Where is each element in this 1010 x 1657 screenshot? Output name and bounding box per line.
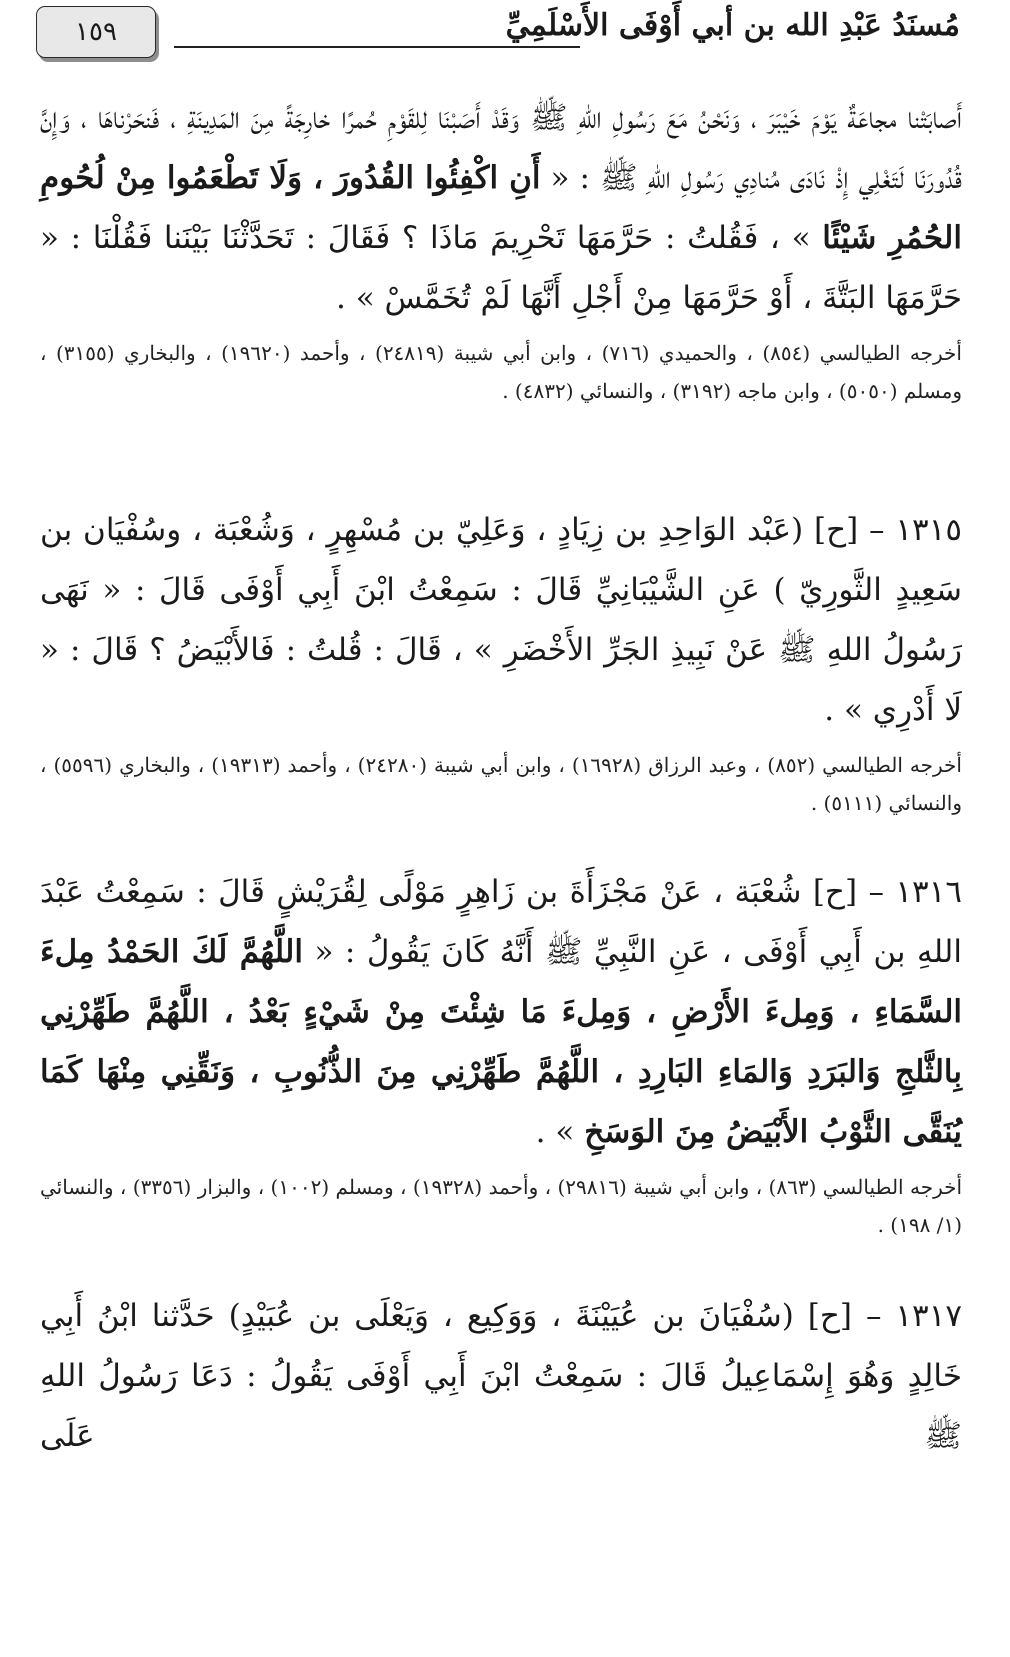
- text-segment: ١٣١٥ – [ح] (عَبْد الوَاحِدِ بن زِيَادٍ ، وَعَلِيّ بن مُسْهِرٍ ، وَشُعْبَة ، وسُفْيَان بن سَعِيدٍ الثَّورِيّ ) عَنِ الشَّيْبَانِيِّ قَالَ : سَمِعْتُ ابْنَ أَبِي أَوْفَى قَالَ : « نَهَى رَسُولُ اللهِ ﷺ عَنْ نَبِيذِ الجَرِّ الأَخْضَرِ » ، قَالَ : قُلتُ : فَالأَبْيَضُ ؟ قَالَ : « لَا أَدْرِي » .: [40, 512, 962, 728]
- text-segment: ١٣١٧ – [ح] (سُفْيَانَ بن عُيَيْنَةَ ، وَوَكِيع ، وَيَعْلَى بن عُبَيْدٍ) حَدَّثنا ابْنُ أَبِي خَالِدٍ وَهُوَ إِسْمَاعِيلُ قَالَ : سَمِعْتُ ابْنَ أَبِي أَوْفَى يَقُولُ : دَعَا رَسُولُ اللهِ ﷺ عَلَى: [40, 1298, 962, 1454]
- text-segment: » .: [535, 1114, 585, 1150]
- text-segment: ١٣١٦ – [ح] شُعْبَة ، عَنْ مَجْزَأَةَ بن زَاهِرٍ مَوْلًى لِقُرَيْشٍ قَالَ : سَمِعْتُ عَبْدَ اللهِ بن أَبِي أَوْفَى ، عَنِ النَّبِيِّ ﷺ أَنَّهُ كَانَ يَقُولُ : «: [40, 874, 962, 970]
- text-segment-bold: أَنِ اكْفِئُوا القُدُورَ ، وَلَا تَطْعَمُوا مِنْ لُحُومِ الحُمُرِ شَيْئًا: [40, 160, 962, 256]
- takhrij-note: أخرجه الطيالسي (٨٥٢) ، وعبد الرزاق (١٦٩٢٨) ، وابن أبي شيبة (٢٤٢٨٠) ، وأحمد (١٩٣١٣) ، والبخاري (٥٥٩٦) ، والنسائي (٥١١١) .: [40, 753, 962, 815]
- running-title: مُسنَدُ عَبْدِ الله بن أبي أَوْفَى الأَسْلَمِيِّ: [505, 8, 960, 43]
- takhrij-note: أخرجه الطيالسي (٨٦٣) ، وابن أبي شيبة (٢٩٨١٦) ، وأحمد (١٩٣٢٨) ، ومسلم (١٠٠٢) ، والبزار (٣٣٥٦) ، والنسائي (١/ ١٩٨) .: [40, 1175, 963, 1237]
- text-segment: » ، فَقُلتُ : حَرَّمَهَا تَحْرِيمَ مَاذَا ؟ فَقَالَ : تَحَدَّثْنَا بَيْنَنا فَقُلْنَا : « حَرَّمَهَا البَتَّةَ ، أَوْ حَرَّمَهَا مِنْ أَجْلِ أَنَّهَا لَمْ تُخَمَّسْ » .: [40, 220, 962, 316]
- text-segment: أَصابَتْنا مجاعَةٌ يَوْمَ خَيْبَرَ ، وَنَحْنُ مَعَ رَسُولِ اللهِ ﷺ وَقَدْ أَصَبْنَا لِلقَوْمِ حُمرًا خارِجَةً مِنَ المَدِينَةِ ، فَنحَرْناهَا ، وَإِنَّ قُدُورَنَا لَتَغْلِي إِذْ نَادَى مُنادِي رَسُولِ اللهِ ﷺ : «: [40, 100, 962, 196]
- page-header: [36, 6, 960, 66]
- hadith-text: [40, 88, 962, 328]
- header-rule: [174, 46, 580, 48]
- page-number-box: [36, 6, 156, 58]
- hadith-text: [40, 1286, 962, 1466]
- hadith-block-1: [40, 88, 962, 410]
- hadith-block-1317: [40, 1286, 962, 1466]
- hadith-block-1315: [40, 500, 962, 822]
- text-segment-bold: اللَّهُمَّ لَكَ الحَمْدُ مِلءَ السَّمَاءِ ، وَمِلءَ الأَرْضِ ، وَمِلءَ مَا شِئْتَ مِنْ شَيْءٍ بَعْدُ ، اللَّهُمَّ طَهِّرْنِي بِالثَّلجِ وَالبَرَدِ وَالمَاءِ البَارِدِ ، اللَّهُمَّ طَهِّرْنِي مِنَ الذُّنُوبِ ، وَنَقِّنِي مِنْهَا كَمَا يُنَقَّى الثَّوْبُ الأَبْيَضُ مِنَ الوَسَخِ: [40, 934, 962, 1150]
- hadith-text: [40, 500, 962, 740]
- page-number: ١٥٩: [75, 17, 117, 47]
- hadith-text: [40, 862, 962, 1162]
- hadith-block-1316: [40, 862, 962, 1244]
- takhrij-note: أخرجه الطيالسي (٨٥٤) ، والحميدي (٧١٦) ، وابن أبي شيبة (٢٤٨١٩) ، وأحمد (١٩٦٢٠) ، والبخاري (٣١٥٥) ، ومسلم (٥٠٥٠) ، وابن ماجه (٣١٩٢) ، والنسائي (٤٨٣٢) .: [40, 341, 962, 403]
